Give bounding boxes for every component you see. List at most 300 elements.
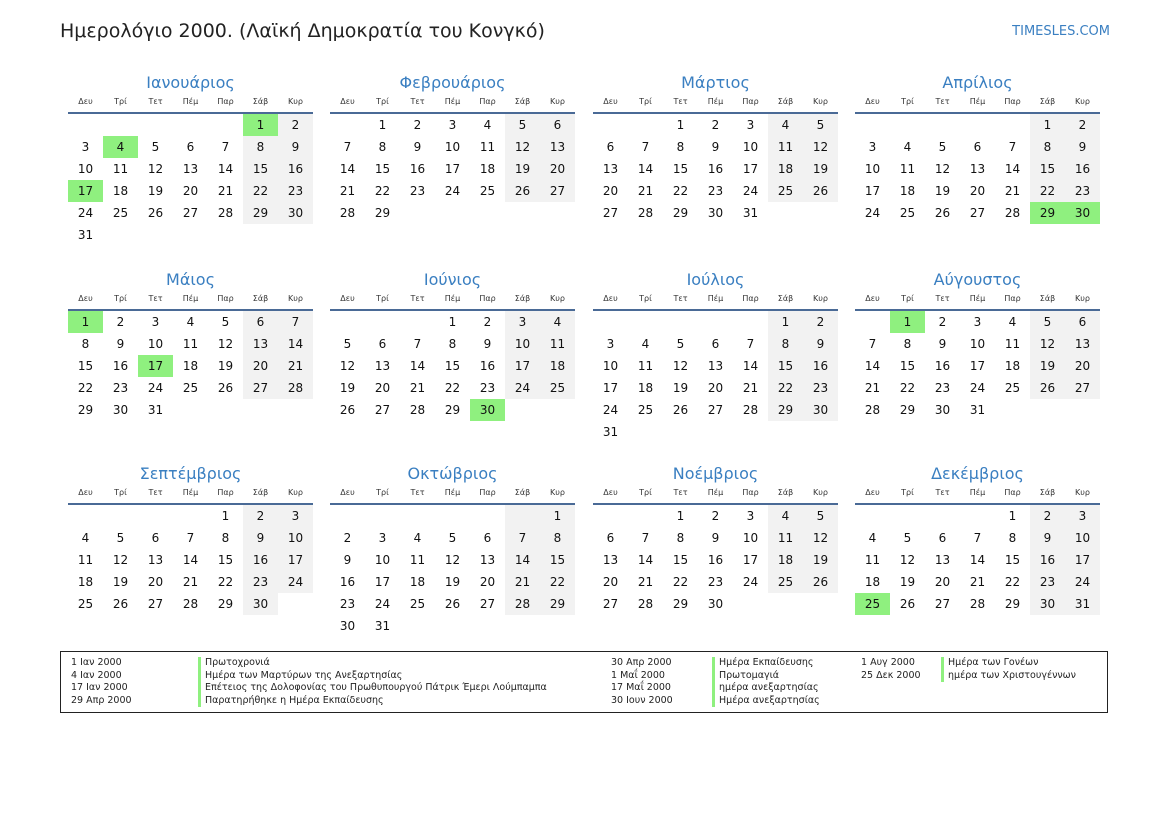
weekday-header [68,292,313,306]
day-cell: 1 [676,118,685,132]
day-cell: 14 [637,162,654,176]
holiday-day-cell: 4 [103,136,138,158]
weekday-label: Τρί [901,294,914,303]
day-cell: 10 [602,359,619,373]
day-cell: 8 [221,531,230,545]
weekday-label: Τετ [410,97,425,106]
day-cell: 13 [479,553,496,567]
day-cell: 21 [182,575,199,589]
day-cell: 1 [1008,509,1017,523]
month-name: Νοέμβριος [672,464,759,483]
day-cell: 10 [742,531,759,545]
empty-day-cell [593,505,628,527]
day-cell: 27 [969,206,986,220]
month-block [855,463,1100,615]
month-block [855,72,1100,224]
day-cell: 25 [409,597,426,611]
legend-col1-dates [71,657,132,707]
weekday-header [593,486,838,500]
weekday-label: Δευ [78,97,93,106]
day-cell: 2 [483,315,492,329]
day-cell: 19 [112,575,129,589]
weekday-label: Δευ [340,294,355,303]
day-cell: 17 [505,355,540,377]
weekday-label: Τρί [376,488,389,497]
day-cell: 15 [672,162,689,176]
day-cell: 19 [672,381,689,395]
day-cell: 15 [444,359,461,373]
day-grid [68,505,313,615]
day-cell: 13 [1065,333,1100,355]
day-cell: 11 [1004,337,1021,351]
day-cell: 22 [1030,180,1065,202]
month-name: Ιούλιος [686,270,745,289]
legend-col3-dates [861,657,921,682]
day-cell: 17 [864,184,881,198]
day-cell: 8 [378,140,387,154]
day-grid [68,114,313,246]
day-cell: 22 [217,575,234,589]
weekday-label: Πέμ [444,488,461,497]
day-cell: 13 [540,136,575,158]
day-cell: 19 [934,184,951,198]
day-cell: 11 [77,553,94,567]
day-cell: 17 [742,162,759,176]
weekday-label: Παρ [479,97,496,106]
day-cell: 19 [217,359,234,373]
weekday-header [593,292,838,306]
empty-day-cell [960,114,995,136]
day-cell: 3 [505,311,540,333]
holiday-day-cell: 17 [68,180,103,202]
day-cell: 24 [77,206,94,220]
day-cell: 15 [768,355,803,377]
day-cell: 19 [444,575,461,589]
legend-col2-dates [611,657,673,707]
day-cell: 28 [505,593,540,615]
day-cell: 19 [803,549,838,571]
weekday-label: Σάβ [1039,488,1056,497]
weekday-label: Τρί [639,488,652,497]
day-cell: 24 [742,184,759,198]
day-cell: 31 [969,403,986,417]
day-cell: 26 [803,571,838,593]
day-cell: 5 [1030,311,1065,333]
day-cell: 4 [413,531,422,545]
empty-day-cell [628,114,663,136]
day-grid [330,114,575,224]
day-cell: 2 [938,315,947,329]
day-cell: 15 [1004,553,1021,567]
month-name: Ιούνιος [423,270,482,289]
day-cell: 2 [1065,114,1100,136]
day-cell: 25 [768,571,803,593]
day-cell: 7 [641,531,650,545]
day-cell: 2 [116,315,125,329]
day-cell: 10 [742,140,759,154]
weekday-label: Παρ [1004,97,1021,106]
month-block [330,72,575,224]
day-cell: 3 [448,118,457,132]
day-cell: 27 [374,403,391,417]
day-cell: 4 [641,337,650,351]
day-cell: 4 [186,315,195,329]
day-cell: 22 [672,184,689,198]
empty-day-cell [68,505,103,527]
empty-day-cell [890,505,925,527]
day-cell: 28 [742,403,759,417]
legend-holiday-name: Πρωτοχρονιά [198,657,547,670]
day-cell: 27 [934,597,951,611]
weekday-label: Κυρ [1075,294,1090,303]
weekday-label: Σάβ [252,294,269,303]
day-cell: 4 [768,505,803,527]
day-cell: 12 [934,162,951,176]
day-cell: 24 [742,575,759,589]
weekday-label: Πέμ [182,488,199,497]
day-cell: 6 [606,140,615,154]
weekday-label: Παρ [742,97,759,106]
day-cell: 11 [479,140,496,154]
empty-day-cell [593,311,628,333]
day-cell: 18 [112,184,129,198]
day-cell: 8 [540,527,575,549]
weekday-label: Τετ [673,488,688,497]
day-cell: 21 [969,575,986,589]
month-block [68,72,313,246]
month-block [593,463,838,615]
day-cell: 30 [112,403,129,417]
day-cell: 24 [278,571,313,593]
day-cell: 31 [374,619,391,633]
day-cell: 14 [969,553,986,567]
day-cell: 22 [1004,575,1021,589]
month-block [68,269,313,421]
weekday-header [330,292,575,306]
day-cell: 26 [444,597,461,611]
day-cell: 25 [479,184,496,198]
month-name: Απρίλιος [942,73,1013,92]
day-cell: 26 [339,403,356,417]
empty-day-cell [995,114,1030,136]
empty-day-cell [855,114,890,136]
weekday-header [593,95,838,109]
day-cell: 8 [81,337,90,351]
day-cell: 25 [637,403,654,417]
day-cell: 10 [147,337,164,351]
legend-date: 29 Απρ 2000 [71,694,132,706]
day-cell: 23 [112,381,129,395]
day-cell: 2 [803,311,838,333]
month-name: Φεβρουάριος [399,73,506,92]
day-cell: 16 [243,549,278,571]
day-cell: 14 [278,333,313,355]
day-cell: 5 [343,337,352,351]
weekday-label: Σάβ [777,488,794,497]
day-cell: 16 [409,162,426,176]
day-cell: 12 [444,553,461,567]
empty-day-cell [663,311,698,333]
day-cell: 29 [672,597,689,611]
day-cell: 22 [77,381,94,395]
site-link[interactable]: TIMESLES.COM [1012,24,1110,39]
day-cell: 10 [444,140,461,154]
empty-day-cell [103,114,138,136]
day-cell: 4 [868,531,877,545]
weekday-label: Πέμ [182,97,199,106]
day-cell: 25 [112,206,129,220]
day-cell: 2 [711,509,720,523]
holiday-day-cell: 1 [243,114,278,136]
day-cell: 7 [413,337,422,351]
day-cell: 18 [637,381,654,395]
day-cell: 14 [1004,162,1021,176]
day-cell: 6 [540,114,575,136]
day-cell: 29 [217,597,234,611]
weekday-label: Δευ [865,97,880,106]
day-grid [330,311,575,421]
day-grid [593,311,838,443]
weekday-label: Τρί [114,294,127,303]
day-cell: 11 [864,553,881,567]
holiday-day-cell: 1 [890,311,925,333]
day-cell: 21 [505,571,540,593]
day-cell: 23 [339,597,356,611]
day-cell: 20 [602,575,619,589]
day-cell: 22 [374,184,391,198]
weekday-label: Σάβ [1039,97,1056,106]
weekday-label: Τετ [148,97,163,106]
day-cell: 16 [479,359,496,373]
legend-date: 1 Αυγ 2000 [861,657,915,668]
weekday-label: Τετ [148,294,163,303]
day-cell: 17 [1065,549,1100,571]
empty-day-cell [365,505,400,527]
day-cell: 8 [1030,136,1065,158]
day-cell: 1 [221,509,230,523]
weekday-label: Δευ [340,488,355,497]
legend-holiday-name: Παρατηρήθηκε η Ημέρα Εκπαίδευσης [198,695,547,708]
day-cell: 26 [147,206,164,220]
day-cell: 1 [676,509,685,523]
day-cell: 24 [864,206,881,220]
holiday-day-cell: 30 [1065,202,1100,224]
empty-day-cell [400,311,435,333]
day-cell: 25 [899,206,916,220]
weekday-label: Τρί [639,97,652,106]
weekday-header [855,486,1100,500]
day-cell: 3 [278,505,313,527]
day-cell: 9 [1065,136,1100,158]
holiday-day-cell: 1 [68,311,103,333]
day-cell: 25 [768,180,803,202]
weekday-label: Παρ [1004,294,1021,303]
day-cell: 13 [969,162,986,176]
weekday-label: Δευ [78,488,93,497]
day-cell: 19 [339,381,356,395]
day-cell: 29 [1004,597,1021,611]
day-cell: 30 [243,593,278,615]
day-cell: 11 [112,162,129,176]
legend-holiday-name: Πρωτομαγιά [712,670,820,683]
day-cell: 29 [768,399,803,421]
legend-holiday-name: ημέρα ανεξαρτησίας [712,682,820,695]
day-cell: 12 [899,553,916,567]
day-cell: 5 [903,531,912,545]
day-cell: 20 [934,575,951,589]
day-cell: 16 [278,158,313,180]
weekday-label: Σάβ [514,488,531,497]
day-cell: 24 [147,381,164,395]
weekday-label: Παρ [217,488,234,497]
weekday-label: Κυρ [288,488,303,497]
day-cell: 5 [676,337,685,351]
day-cell: 28 [217,206,234,220]
day-cell: 18 [768,158,803,180]
month-name: Ιανουάριος [146,73,235,92]
weekday-label: Τρί [376,97,389,106]
day-cell: 28 [864,403,881,417]
day-cell: 26 [1030,377,1065,399]
day-grid [68,311,313,421]
day-cell: 10 [278,527,313,549]
weekday-label: Κυρ [813,488,828,497]
day-cell: 4 [1008,315,1017,329]
day-cell: 27 [602,206,619,220]
day-grid [855,505,1100,615]
weekday-label: Τρί [114,488,127,497]
day-cell: 15 [217,553,234,567]
month-block [593,269,838,443]
day-cell: 26 [505,180,540,202]
day-cell: 5 [505,114,540,136]
day-cell: 2 [278,114,313,136]
day-cell: 17 [602,381,619,395]
day-cell: 18 [899,184,916,198]
day-cell: 6 [711,337,720,351]
weekday-label: Τετ [410,294,425,303]
weekday-label: Κυρ [1075,97,1090,106]
day-cell: 20 [147,575,164,589]
legend-holiday-name: Ημέρα ανεξαρτησίας [712,695,820,708]
day-cell: 2 [711,118,720,132]
day-cell: 7 [221,140,230,154]
day-cell: 22 [243,180,278,202]
day-cell: 14 [637,553,654,567]
day-cell: 5 [803,505,838,527]
day-cell: 17 [278,549,313,571]
day-cell: 16 [803,355,838,377]
empty-day-cell [138,114,173,136]
day-cell: 10 [1065,527,1100,549]
day-cell: 27 [182,206,199,220]
day-cell: 14 [864,359,881,373]
day-cell: 26 [112,597,129,611]
day-cell: 11 [768,527,803,549]
weekday-label: Σάβ [1039,294,1056,303]
day-cell: 4 [768,114,803,136]
weekday-label: Κυρ [1075,488,1090,497]
day-cell: 31 [147,403,164,417]
day-cell: 30 [803,399,838,421]
weekday-label: Τρί [901,97,914,106]
day-cell: 28 [969,597,986,611]
day-grid [855,114,1100,224]
day-cell: 31 [77,228,94,242]
day-cell: 8 [676,531,685,545]
day-cell: 24 [1065,571,1100,593]
day-cell: 11 [637,359,654,373]
day-cell: 28 [339,206,356,220]
day-grid [593,505,838,615]
day-cell: 7 [746,337,755,351]
day-cell: 20 [707,381,724,395]
day-cell: 28 [182,597,199,611]
weekday-label: Κυρ [550,294,565,303]
weekday-label: Πέμ [707,488,724,497]
day-cell: 30 [339,619,356,633]
day-cell: 2 [1030,505,1065,527]
day-cell: 9 [711,140,720,154]
day-cell: 10 [969,337,986,351]
weekday-label: Τετ [410,488,425,497]
empty-day-cell [68,114,103,136]
day-cell: 21 [278,355,313,377]
empty-day-cell [698,311,733,333]
day-cell: 25 [182,381,199,395]
day-cell: 16 [1065,158,1100,180]
day-cell: 18 [409,575,426,589]
weekday-label: Δευ [865,488,880,497]
day-cell: 20 [1065,355,1100,377]
day-cell: 24 [602,403,619,417]
day-cell: 16 [339,575,356,589]
day-cell: 21 [742,381,759,395]
weekday-label: Τετ [673,294,688,303]
day-cell: 27 [147,597,164,611]
day-cell: 10 [374,553,391,567]
day-cell: 26 [899,597,916,611]
legend-col1-names [198,657,547,707]
weekday-label: Σάβ [252,488,269,497]
day-cell: 15 [899,359,916,373]
day-cell: 12 [147,162,164,176]
day-cell: 12 [672,359,689,373]
day-cell: 3 [378,531,387,545]
legend-holiday-name: ημέρα των Χριστουγέννων [941,670,1076,683]
legend-date: 25 Δεκ 2000 [861,669,921,681]
day-cell: 26 [217,381,234,395]
weekday-label: Δευ [603,294,618,303]
day-cell: 12 [112,553,129,567]
day-cell: 9 [803,333,838,355]
day-cell: 30 [1030,593,1065,615]
weekday-label: Δευ [865,294,880,303]
day-cell: 12 [505,136,540,158]
day-cell: 29 [540,593,575,615]
day-cell: 3 [606,337,615,351]
day-cell: 27 [1065,377,1100,399]
day-cell: 26 [672,403,689,417]
day-cell: 6 [186,140,195,154]
day-cell: 5 [448,531,457,545]
weekday-label: Δευ [78,294,93,303]
day-cell: 13 [602,162,619,176]
holiday-day-cell: 25 [855,593,890,615]
day-cell: 30 [934,403,951,417]
empty-day-cell [173,114,208,136]
month-name: Μάρτιος [681,73,750,92]
